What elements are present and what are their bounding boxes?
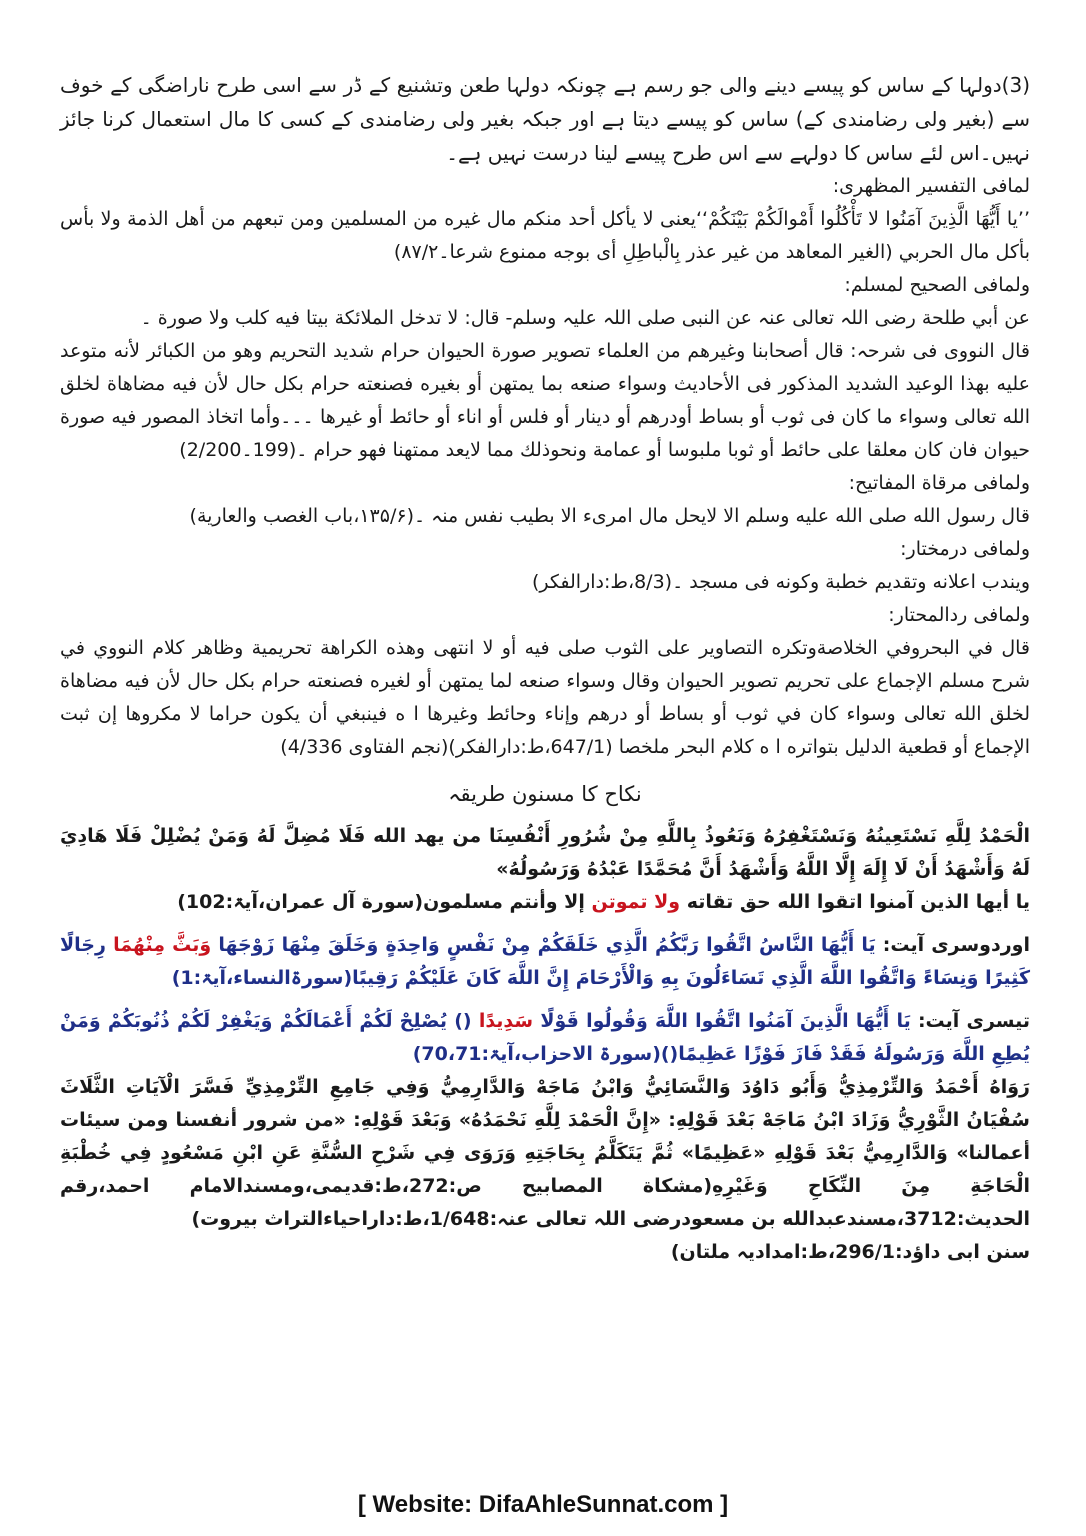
reference-heading-mirqat: ولمافی مرقاة المفاتیح: — [848, 472, 1030, 494]
section-title: نکاح کا مسنون طریقہ — [448, 782, 642, 806]
ayah-1-part-b: إلا وأنتم مسلمون(سورة آل عمران،آیۃ:102) — [177, 891, 585, 913]
ayah-1-highlight: ولا تموتن — [591, 891, 681, 913]
document-body — [60, 68, 1030, 1269]
reference-heading-durr: ولمافی درمختار: — [900, 538, 1030, 560]
reference-text-durr: ويندب اعلانه وتقديم خطبة وكونه فی مسجد ۔(8/3،ط:دارالفكر) — [531, 571, 1030, 593]
ayah-3 — [60, 1005, 1030, 1071]
ayah-2-label: اوردوسری آیت: — [882, 934, 1030, 956]
reference-heading-muslim: ولمافی الصحیح لمسلم: — [844, 274, 1030, 296]
khutba-text: الْحَمْدُ لِلَّهِ نَسْتَعِينُهُ وَنَسْتَغْفِرُهُ وَنَعُوذُ بِاللَّهِ مِنْ شُرُورِ أَنْفُسِنَا من يهد الله فَلَا مُضِلَّ لَهُ وَمَنْ يُضْلِلْ فَلَا هَادِيَ لَهُ وَأَشْهَدُ أَنْ لَا إِلَهَ إِلَّا اللَّهُ وَأَشْهَدُ أَنَّ مُحَمَّدًا عَبْدُهُ وَرَسُولُهُ» — [60, 825, 1030, 880]
reference-text-mirqat: قال رسول الله صلى الله عليه وسلم الا لايحل مال امرىء الا بطيب نفس منہ ۔(۱۳۵/۶،باب الغصب والعارية) — [189, 505, 1030, 527]
reference-text-tafsir: ’’يا أَيُّهَا الَّذِينَ آمَنُوا لا تَأْكُلُوا أَمْوالَكُمْ بَيْنَكُمْ‘‘يعنى لا يأكل أحد منكم مال غيره من المسلمين ومن تبعهم من أهل الذمة ولا بأس بأكل مال الحربي (الغير المعاهد من غير عذر بِالْباطِلِ أى بوجه ممنوع شرعا۔۸۷/۲) — [60, 208, 1030, 263]
reference-text-radd: قال في البحروفي الخلاصةوتكره التصاوير على الثوب صلى فيه أو لا انتهى وهذه الكراهة تحريمية وظاهر كلام النووي في شرح مسلم الإجماع على تحريم تصوير الحيوان وقال وسواء صنعه لما يمتهن أو لغيره فصنعته حرام بكل حال لأن فيه مضاهاة لخلق الله تعالى وسواء كان في ثوب أو بساط أو درهم وإناء وحائط وغيرها ا ه فينبغي أن يكون حراما لا مكروها إن ثبت الإجماع أو قطعية الدليل بتواتره ا ه كلام البحر ملخصا (647/1،ط:دارالفكر)(نجم الفتاوی 4/336) — [60, 637, 1030, 758]
ayah-3-label: تیسری آیت: — [917, 1010, 1030, 1032]
reference-heading-tafsir: لمافی التفسیر المظهری: — [832, 175, 1030, 197]
ayah-3-part-a: يَا أَيُّهَا الَّذِينَ آمَنُوا اتَّقُوا اللَّهَ وَقُولُوا قَوْلًا — [540, 1010, 911, 1032]
reference-text-muslim: عن أبي طلحة رضی اللہ تعالی عنہ عن النبی صلی اللہ علیہ وسلم- قال: لا تدخل الملائكة بيتا فيه كلب ولا صورة ۔ — [140, 307, 1030, 329]
ayah-2-part-b: رِجَالًا كَثِيرًا وَنِسَاءً وَاتَّقُوا اللَّهَ الَّذِي تَسَاءَلُونَ بِهِ وَالْأَرْحَامَ إِنَّ اللَّهَ كَانَ عَلَيْكُمْ رَقِيبًا(سورۃالنساء،آیۃ:1) — [60, 934, 1030, 989]
ayah-1 — [60, 886, 1030, 919]
hadith-reference: سنن ابی داؤد:296/1،ط:امدادیہ ملتان) — [670, 1241, 1030, 1263]
reference-text-nawawi: قال النووی فی شرحہ: قال أصحابنا وغيرهم من العلماء تصوير صورة الحيوان حرام شديد التحريم وهو من الكبائر لأنه متوعد عليه بهذا الوعيد الشديد المذكور فی الأحاديث وسواء صنعه بما يمتهن أو بغيره فصنعته حرام بكل حال لأن فيه مضاهاة لخلق الله تعالى وسواء ما كان فی ثوب أو بساط أودرهم أو دينار أو فلس أو اناء أو حائط أو غيرها ۔۔۔وأما اتخاذ المصور فيه صورة حيوان فان كان معلقا على حائط أو ثوبا ملبوسا أو عمامة ونحوذلك مما لايعد ممتهنا فهو حرام ۔(199۔2/200) — [60, 340, 1030, 461]
ayah-2-highlight: وَبَثَّ مِنْهُمَا — [113, 934, 212, 956]
ayah-3-part-b: () يُصْلِحْ لَكُمْ أَعْمَالَكُمْ وَيَغْفِرْ لَكُمْ ذُنُوبَكُمْ وَمَنْ يُطِعِ اللَّهَ وَرَسُولَهُ فَقَدْ فَازَ فَوْزًا عَظِيمًا()(سورۃ الاحزاب،آیۃ:70،71) — [60, 1010, 1030, 1065]
ayah-1-part-a: يا أيها الذين آمنوا اتقوا الله حق تقاته — [686, 891, 1030, 913]
ayah-2-part-a: يَا أَيُّهَا النَّاسُ اتَّقُوا رَبَّكُمُ الَّذِي خَلَقَكُمْ مِنْ نَفْسٍ وَاحِدَةٍ وَخَلَقَ مِنْهَا زَوْجَهَا — [218, 934, 876, 956]
urdu-paragraph: (3)دولہا کے ساس کو پیسے دینے والی جو رسم ہے چونکہ دولہا طعن وتشنیع کے ڈر سے اسی طرح ناراضگی کے خوف سے (بغیر ولی رضامندی کے) ساس کو پیسے دیتا ہے اور جبکہ بغیر ولی رضامندی کے کسی کا مال استعمال کرنا جائز نہیں۔اس لئے ساس کا دولہے سے اس طرح پیسے لینا درست نہیں ہے۔ — [60, 73, 1030, 165]
ayah-2 — [60, 929, 1030, 995]
website-footer: [ Website: DifaAhleSunnat.com ] — [357, 1491, 729, 1518]
reference-heading-radd: ولمافی ردالمحتار: — [888, 604, 1030, 626]
hadith-text: رَوَاهُ أَحْمَدُ وَالتِّرْمِذِيُّ وَأَبُو دَاوُدَ وَالنَّسَائِيُّ وَابْنُ مَاجَهْ وَالدَّارِمِيُّ وَفِي جَامِعِ التِّرْمِذِيِّ فَسَّرَ الْآيَاتِ الثَّلَاثَ سُفْيَانُ الثَّوْرِيُّ وَزَادَ ابْنُ مَاجَهْ بَعْدَ قَوْلِهِ: «إِنَّ الْحَمْدَ لِلَّهِ نَحْمَدُهُ» وَبَعْدَ قَوْلِهِ: «من شرور أنفسنا ومن سيئات أعمالنا» وَالدَّارِمِيُّ بَعْدَ قَوْلِهِ «عَظِيمًا» ثُمَّ يَتَكَلَّمُ بِحَاجَتِهِ وَرَوَى فِي شَرْحِ السُّنَّةِ عَنِ ابْنِ مَسْعُودٍ فِي خُطْبَةِ الْحَاجَةِ مِنَ النِّكَاحِ وَغَيْرِهِ(مشكاة المصابيح ص:272،ط:قدیمی،ومسندالامام احمد،رقم الحدیث:3712،مسندعبدالله بن مسعودرضی اللہ تعالی عنہ:1/648،ط:داراحیاءالتراث بیروت) — [60, 1076, 1030, 1230]
ayah-3-highlight: سَدِيدًا — [478, 1010, 534, 1032]
